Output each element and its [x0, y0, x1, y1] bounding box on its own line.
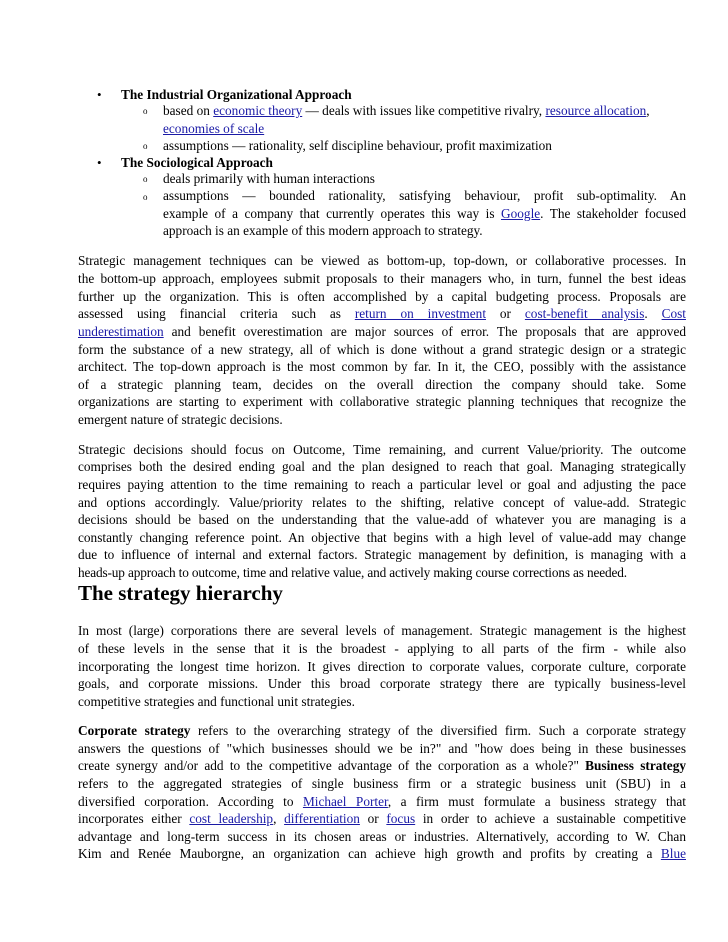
paragraph-line: Kim and Renée Mauborgne, an organization can achieve high growth and profits by creating a Blue	[78, 846, 686, 861]
paragraph-line: assessed using financial criteria such as return on investment or cost-benefit analysis. Cost	[78, 306, 686, 321]
paragraph-line: goals, and corporate missions. Under this broad corporate strategy there are typically business-level	[78, 676, 686, 691]
link-focus[interactable]: focus	[386, 811, 416, 826]
link-cost-underestimation[interactable]: Cost	[661, 306, 686, 321]
list-item-title: The Sociological Approach	[121, 155, 273, 170]
paragraph-line: advantage and long-term success in its chosen areas or industries. Alternatively, according to W. Chan	[78, 829, 686, 844]
link-economic-theory[interactable]: economic theory	[213, 103, 303, 118]
link-economies-of-scale[interactable]: economies of scale	[163, 121, 265, 136]
paragraph-line: underestimation and benefit overestimation are major sources of error. The proposals that are approved	[78, 324, 686, 339]
link-google[interactable]: Google	[501, 206, 541, 221]
paragraph-line: diversified corporation. According to Michael Porter, a firm must formulate a business strategy that	[78, 794, 686, 809]
paragraph-line: due to influence of internal and external factors. Strategic management by definition, is managing with a	[78, 547, 686, 562]
link-differentiation[interactable]: differentiation	[284, 811, 360, 826]
paragraph-line: incorporates either cost leadership, differentiation or focus in order to achieve a sustainable competitive	[78, 811, 686, 826]
link-michael-porter[interactable]: Michael Porter	[302, 794, 388, 809]
sub-bullet: o	[143, 141, 148, 151]
list-subitem-line: deals primarily with human interactions	[163, 171, 375, 186]
paragraph-line: and options accordingly. Value/priority relates to the shifting, relative concept of value-add. Strategic	[78, 495, 686, 510]
bullet: •	[97, 155, 102, 170]
paragraph-line: Corporate strategy refers to the overarching strategy of the diversified firm. Such a corporate strategy	[78, 723, 686, 738]
sub-bullet: o	[143, 192, 148, 202]
link-resource-allocation[interactable]: resource allocation	[545, 103, 647, 118]
list-subitem-line: assumptions — bounded rationality, satisfying behaviour, profit sub-optimality. An	[163, 188, 686, 203]
paragraph-line: competitive strategies and functional unit strategies.	[78, 694, 355, 709]
list-item-title: The Industrial Organizational Approach	[121, 87, 352, 102]
paragraph-line: decisions should be based on the understanding that the value-add of whatever you are managing is a	[78, 512, 686, 527]
paragraph-line: Strategic decisions should focus on Outcome, Time remaining, and current Value/priority. The outcome	[78, 442, 686, 457]
link-cost-underestimation[interactable]: underestimation	[78, 324, 164, 339]
list-subitem-line: example of a company that currently operates this way is Google. The stakeholder focused	[163, 206, 686, 221]
paragraph-line: further up the organization. This is often accomplished by a capital budgeting process. Proposals are	[78, 289, 686, 304]
paragraph-line: comprises both the desired ending goal and the plan designed to reach that goal. Managing strategically	[78, 459, 686, 474]
paragraph-line: answers the questions of "which businesses should we be in?" and "how does being in these businesses	[78, 741, 686, 756]
link-blue-ocean[interactable]: Blue	[660, 846, 686, 861]
paragraph-line: organizations are starting to experiment with collaborative strategic planning techniques that recognize the	[78, 394, 686, 409]
list-subitem-line: assumptions — rationality, self discipline behaviour, profit maximization	[163, 138, 552, 153]
paragraph-line: In most (large) corporations there are several levels of management. Strategic management is the highest	[78, 623, 686, 638]
paragraph-line: requires paying attention to the time remaining to reach a particular level or goal and adjusting the pace	[78, 477, 686, 492]
paragraph-line: incorporating the longest time horizon. It gives direction to corporate values, corporate culture, corporate	[78, 659, 686, 674]
link-cost-benefit-analysis[interactable]: cost-benefit analysis	[524, 306, 645, 321]
paragraph-line: Strategic management techniques can be viewed as bottom-up, top-down, or collaborative processes. In	[78, 253, 686, 268]
paragraph-line: constantly changing reference point. An objective that begins with a high level of value-add may change	[78, 530, 686, 545]
paragraph-line: of a strategic planning team, decides on the overall direction the company should take. Some	[78, 377, 686, 392]
section-heading: The strategy hierarchy	[78, 581, 283, 605]
bullet: •	[97, 87, 102, 102]
link-return-on-investment[interactable]: return on investment	[354, 306, 487, 321]
paragraph-line: create synergy and/or add to the competitive advantage of the corporation as a whole?" Business strategy	[78, 758, 686, 773]
paragraph-line: refers to the aggregated strategies of single business firm or a strategic business unit (SBU) in a	[78, 776, 686, 791]
sub-bullet: o	[143, 106, 148, 116]
list-subitem-line: approach is an example of this modern approach to strategy.	[163, 223, 483, 238]
list-subitem-line	[163, 120, 683, 139]
link-cost-leadership[interactable]: cost leadership	[189, 811, 274, 826]
paragraph-line: the bottom-up approach, employees submit proposals to their managers who, in turn, funnel the best ideas	[78, 271, 686, 286]
paragraph-line: emergent nature of strategic decisions.	[78, 412, 283, 427]
sub-bullet: o	[143, 174, 148, 184]
paragraph-line: of these levels in the sense that it is the broadest - applying to all parts of the firm - while also	[78, 641, 686, 656]
paragraph-line: architect. The top-down approach is the most common by far. In it, the CEO, possibly with the assistance	[78, 359, 686, 374]
list-subitem-line: based on economic theory — deals with issues like competitive rivalry, resource allocation,	[163, 103, 650, 118]
paragraph-line: form the substance of a new strategy, all of which is done without a grand strategic design or a strategic	[78, 342, 686, 357]
paragraph-line: heads-up approach to outcome, time and relative value, and actively making course corrections as needed.	[78, 565, 627, 580]
